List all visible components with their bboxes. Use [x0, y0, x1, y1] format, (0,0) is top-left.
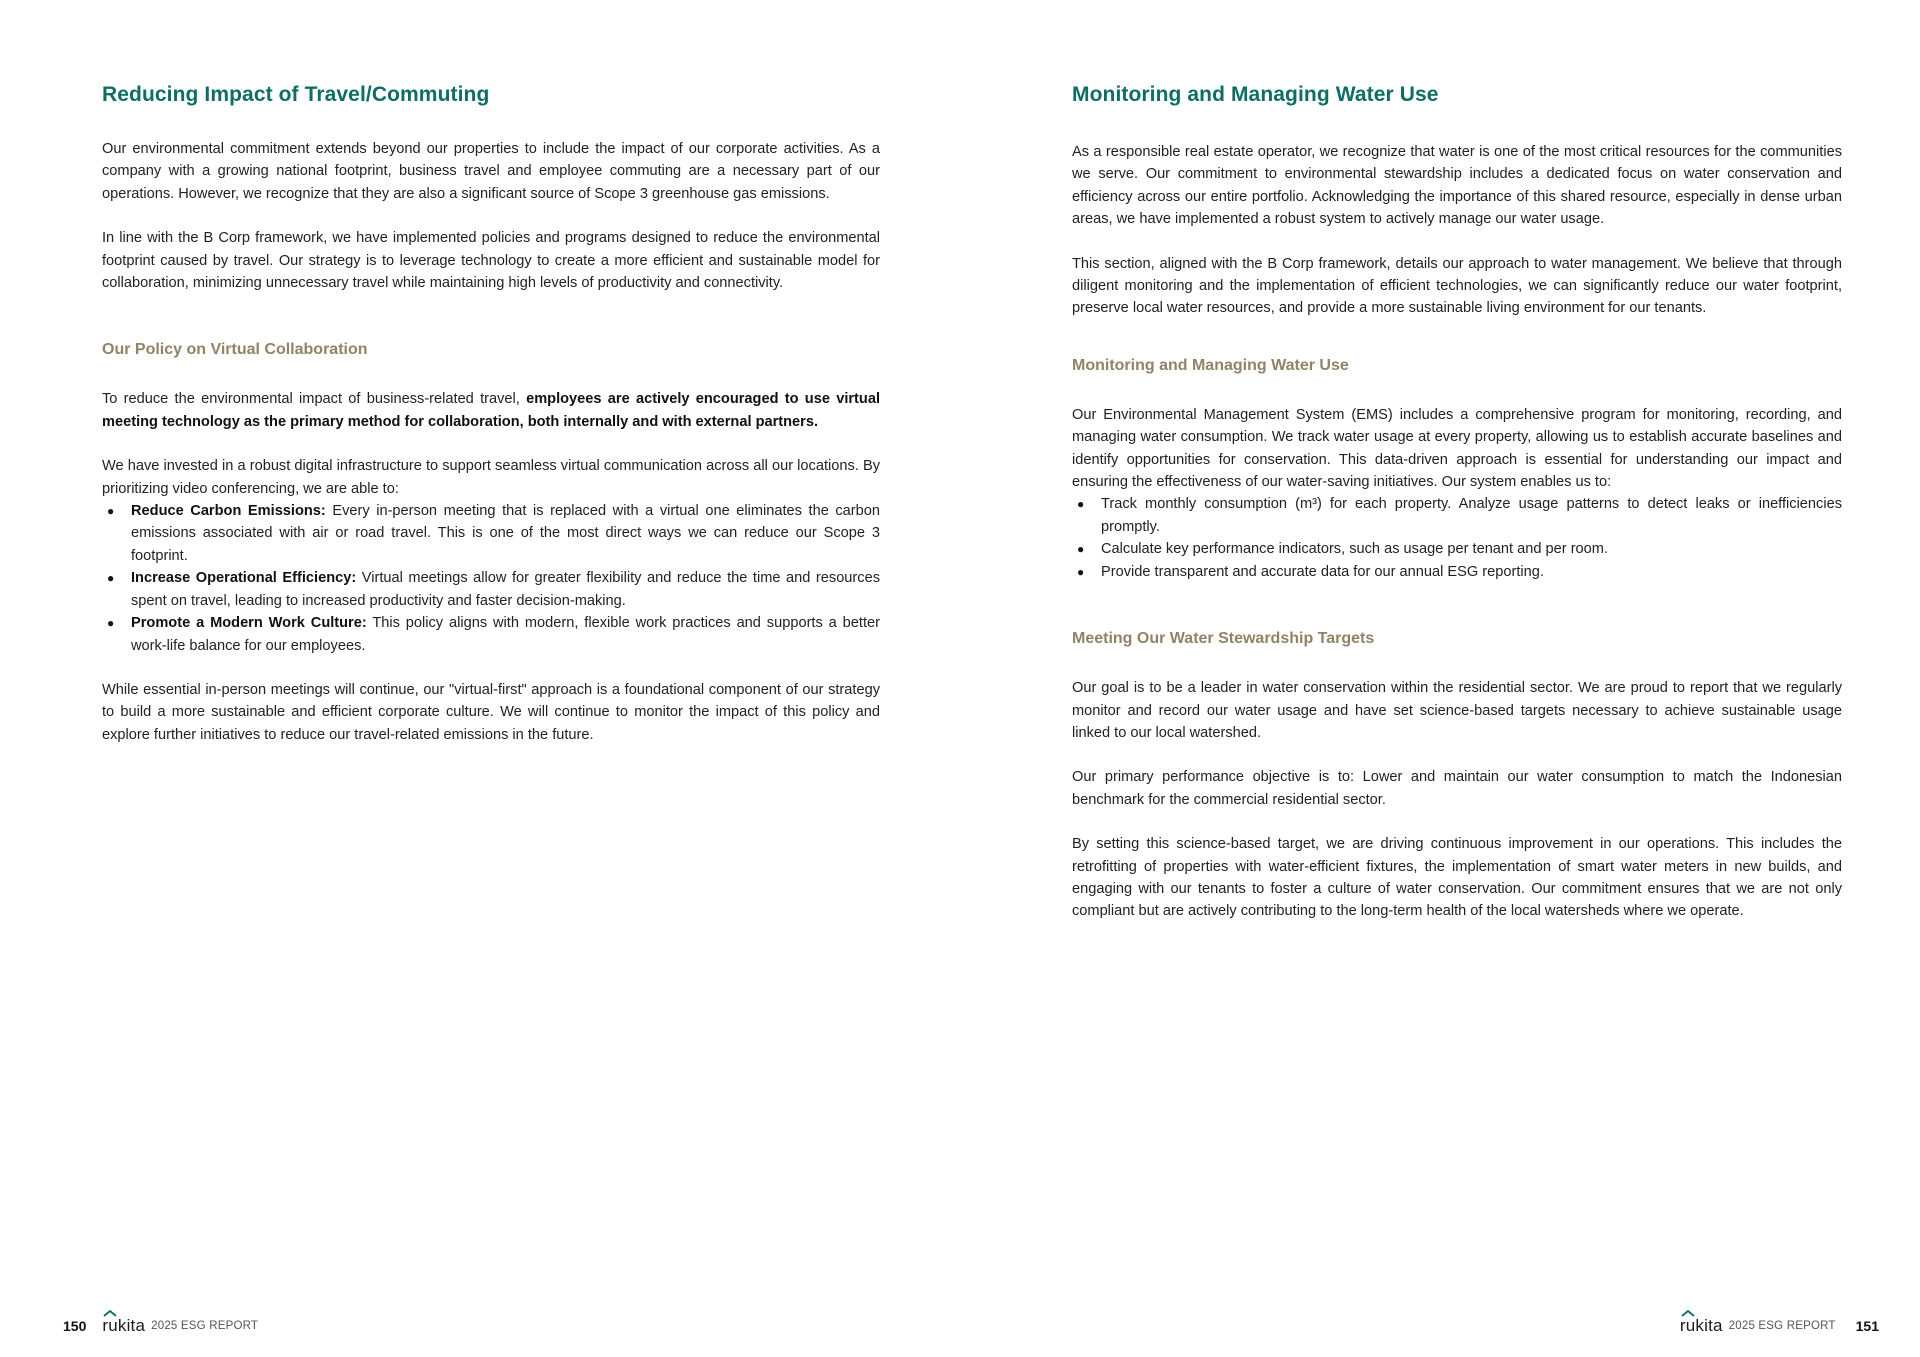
list-item-text: This policy aligns with modern, flexible work practices and supports a better work-life balance for our employees. [131, 615, 880, 654]
house-roof-icon [1681, 1310, 1695, 1317]
targets-paragraph-3: By setting this science-based target, we are driving continuous improvement in our operations. This includes the retrofitting of properties with water-efficient fixtures, the implementation of smart water meters in new builds, and engaging with our tenants to foster a culture of water conservation. Our commitment ensures that we are not only compliant but are actively contributing to the long-term health of the local watersheds where we operate. [1072, 836, 1842, 920]
report-label: 2025 ESG REPORT [1728, 1320, 1836, 1332]
page-number: 151 [1855, 1318, 1879, 1334]
list-item-heading: Increase Operational Efficiency: [131, 570, 357, 587]
page-number: 150 [63, 1318, 87, 1334]
bullet-icon: ● [107, 616, 115, 631]
report-label: 2025 ESG REPORT [151, 1320, 259, 1332]
list-item [107, 500, 880, 567]
water-intro-paragraph-2: This section, aligned with the B Corp framework, details our approach to water management. We believe that through diligent monitoring and the implementation of efficient technologies, we can significantly reduce our water footprint, preserve local water resources, and provide a more sustainable living environment for our tenants. [1072, 255, 1842, 317]
house-roof-icon [103, 1310, 117, 1317]
left-footer [63, 1316, 258, 1336]
monitoring-subtitle: Monitoring and Managing Water Use [1072, 356, 1349, 374]
water-section-title: Monitoring and Managing Water Use [1072, 83, 1439, 106]
closing-paragraph: While essential in-person meetings will continue, our "virtual-first" approach is a foundational component of our strategy to build a more sustainable and efficient corporate culture. We will continue to monitor the impact of this policy and explore further initiatives to reduce our travel-related emissions in the future. [102, 681, 880, 743]
list-item-text: Track monthly consumption (m³) for each property. Analyze usage patterns to detect leaks or inefficiencies promptly. [1101, 496, 1842, 535]
travel-intro-paragraph-2: In line with the B Corp framework, we have implemented policies and programs designed to reduce the environmental footprint caused by travel. Our strategy is to leverage technology to create a more efficient and sustainable model for collaboration, minimizing unnecessary travel while maintaining high levels of productivity and connectivity. [102, 230, 880, 292]
list-item-heading: Reduce Carbon Emissions: [131, 503, 326, 520]
investment-paragraph: We have invested in a robust digital infrastructure to support seamless virtual communication across all our locations. By prioritizing video conferencing, we are able to: [102, 458, 880, 497]
rukita-logo [1680, 1316, 1723, 1336]
list-item-text: Provide transparent and accurate data for our annual ESG reporting. [1101, 563, 1544, 580]
bullet-icon: ● [107, 571, 115, 586]
list-item-text: Every in-person meeting that is replaced with a virtual one eliminates the carbon emissions associated with air or road travel. This is one of the most direct ways we can reduce our Scope 3 footprint. [131, 503, 880, 564]
right-footer [1680, 1316, 1879, 1336]
benefits-list [102, 500, 880, 657]
list-item-text: Virtual meetings allow for greater flexibility and reduce the time and resources spent on travel, leading to increased productivity and faster decision-making. [131, 570, 880, 609]
list-item-heading: Promote a Modern Work Culture: [131, 615, 367, 632]
logo-text: rukita [102, 1316, 146, 1335]
list-item [1077, 538, 1842, 560]
ems-paragraph: Our Environmental Management System (EMS) includes a comprehensive program for monitoring, recording, and managing water consumption. We track water usage at every property, allowing us to establish accurate baselines and identify opportunities for conservation. This data-driven approach is essential for understanding our impact and ensuring the effectiveness of our water-saving initiatives. Our system enables us to: [1072, 406, 1842, 491]
list-item [107, 612, 880, 657]
bullet-icon: ● [107, 504, 115, 519]
logo-text: rukita [1679, 1316, 1723, 1335]
targets-subtitle: Meeting Our Water Stewardship Targets [1072, 630, 1375, 648]
travel-intro-paragraph-1: Our environmental commitment extends beyond our properties to include the impact of our corporate activities. As a company with a growing national footprint, business travel and employee commuting are a necessary part of our operations. However, we recognize that they are also a significant source of Scope 3 greenhouse gas emissions. [102, 141, 880, 202]
right-column [1072, 80, 1842, 923]
travel-section-title: Reducing Impact of Travel/Commuting [102, 83, 490, 106]
list-item [1077, 493, 1842, 538]
right-page [960, 0, 1920, 1357]
water-intro-paragraph-1: As a responsible real estate operator, we recognize that water is one of the most critical resources for the communities we serve. Our commitment to environmental stewardship includes a dedicated focus on water conservation and efficiency across our entire portfolio. Acknowledging the importance of this shared resource, especially in dense urban areas, we have implemented a robust system to actively manage our water usage. [1072, 144, 1842, 228]
ems-capabilities-list [1072, 493, 1842, 583]
targets-paragraph-1: Our goal is to be a leader in water conservation within the residential sector. We are proud to report that we regularly monitor and record our water usage and have set science-based targets necessary to achieve sustainable usage linked to our local watershed. [1072, 680, 1842, 741]
bullet-icon: ● [1077, 542, 1085, 557]
policy-paragraph-bold: employees are actively encouraged to use virtual meeting technology as the primary method for collaboration, both internally and with external partners. [102, 391, 880, 430]
virtual-collaboration-subtitle: Our Policy on Virtual Collaboration [102, 341, 368, 359]
left-column [102, 80, 880, 746]
targets-paragraph-2: Our primary performance objective is to: Lower and maintain our water consumption to match the Indonesian benchmark for the commercial residential sector. [1072, 769, 1842, 808]
policy-paragraph [102, 388, 880, 433]
list-item-text: Calculate key performance indicators, such as usage per tenant and per room. [1101, 541, 1609, 558]
rukita-logo [102, 1316, 145, 1336]
list-item [107, 567, 880, 612]
bullet-icon: ● [1077, 497, 1085, 512]
policy-paragraph-plain: To reduce the environmental impact of business-related travel, [102, 391, 527, 408]
bullet-icon: ● [1077, 564, 1085, 579]
list-item [1077, 561, 1842, 583]
